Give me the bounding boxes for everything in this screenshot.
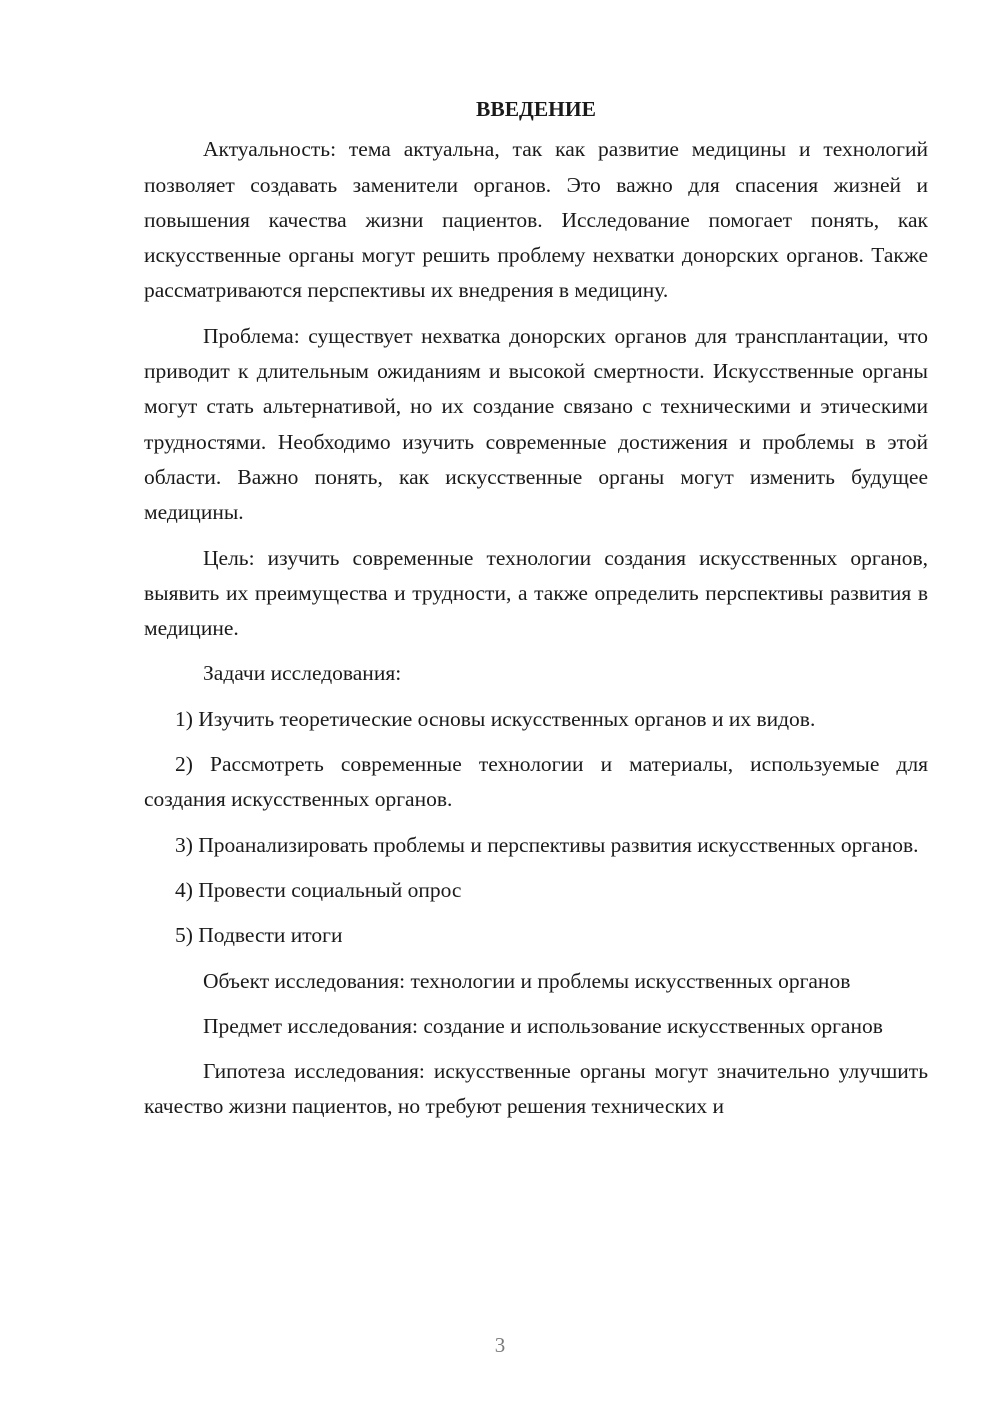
relevance-paragraph: Актуальность: тема актуальна, так как развитие медицины и технологий позволяет создавать заменители органов. Это важно для спасения жизней и повышения качества жизни пациентов. Исследование помогает понять, как искусственные органы могут решить проблему нехватки донорских органов. Также рассматриваются перспективы их внедрения в медицину. [144, 137, 928, 303]
document-body [144, 92, 928, 1135]
task-item-2: 2) Рассмотреть современные технологии и материалы, используемые для создания искусственных органов. [144, 752, 928, 812]
tasks-heading: Задачи исследования: [203, 661, 402, 686]
goal-paragraph: Цель: изучить современные технологии создания искусственных органов, выявить их преимущества и трудности, а также определить перспективы развития в медицине. [144, 545, 928, 641]
page-number: 3 [494, 1333, 506, 1357]
hypothesis-paragraph: Гипотеза исследования: искусственные органы могут значительно улучшить качество жизни пациентов, но требуют решения технических и [144, 1059, 928, 1119]
object-paragraph: Объект исследования: технологии и проблемы искусственных органов [203, 968, 851, 993]
subject-paragraph: Предмет исследования: создание и использование искусственных органов [203, 1013, 883, 1038]
task-item-5: 5) Подвести итоги [175, 923, 343, 948]
task-item-3: 3) Проанализировать проблемы и перспективы развития искусственных органов. [175, 832, 919, 857]
page-title: ВВЕДЕНИЕ [476, 97, 596, 121]
task-item-1: 1) Изучить теоретические основы искусственных органов и их видов. [175, 706, 816, 731]
task-item-4: 4) Провести социальный опрос [175, 877, 462, 902]
problem-paragraph: Проблема: существует нехватка донорских органов для трансплантации, что приводит к длительным ожиданиям и высокой смертности. Искусственные органы могут стать альтернативой, но их создание связано с техническими и этическими трудностями. Необходимо изучить современные достижения и проблемы в этой области. Важно понять, как искусственные органы могут изменить будущее медицины. [144, 323, 928, 525]
